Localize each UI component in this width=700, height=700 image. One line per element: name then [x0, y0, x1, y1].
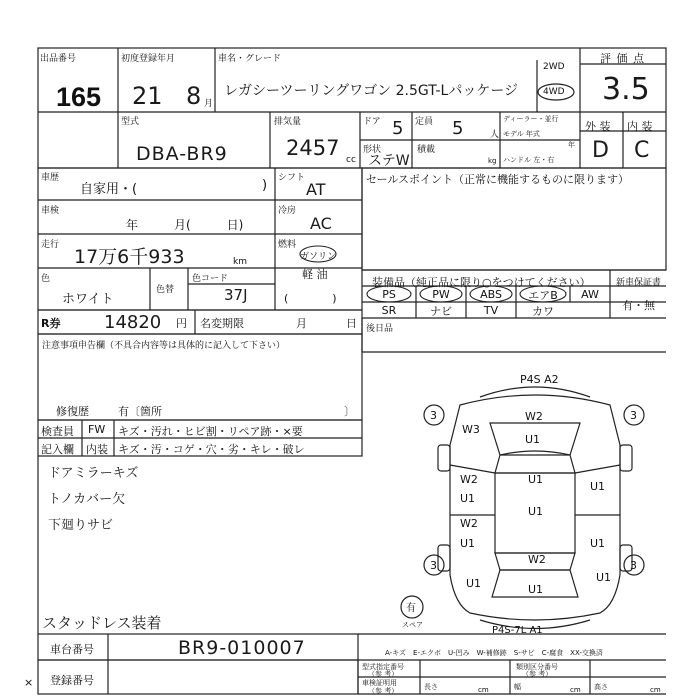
reg-label: 登録番号 [50, 674, 94, 687]
recycle-limit-label: 名変期限 [200, 317, 244, 330]
drive-4wd: 4WD [543, 87, 565, 97]
inspector-note-3: 下廻りサビ [48, 518, 114, 533]
load-label: 積載 [417, 145, 436, 155]
equip-label: 装備品（純正品に限り○をつけてください） [372, 276, 591, 289]
height-label: 高さ [594, 683, 608, 691]
recycle-label: R券 [41, 317, 61, 330]
mark-tire-rr: 3 [630, 559, 637, 572]
ac-label: 冷房 [278, 206, 297, 216]
score: 3.5 [602, 72, 650, 107]
km-unit: km [233, 257, 247, 267]
exterior-grade: D [592, 138, 609, 163]
equip-sr: SR [381, 304, 397, 317]
inspector-label: 検査員 [41, 425, 74, 438]
mark-u1-tailgate: U1 [528, 583, 544, 596]
ac-value: AC [310, 214, 332, 233]
repair-value: 有〔箇所 [118, 405, 162, 418]
width-unit: cm [570, 686, 581, 694]
lot-no: 165 [56, 82, 102, 112]
equip-airbag: エアB [528, 288, 558, 302]
model-year-label: モデル 年式 [503, 130, 540, 138]
windshield [495, 451, 575, 473]
equip-ps: PS [382, 288, 396, 301]
cert-label: 車検証明用 [362, 679, 397, 687]
mark-u1-left-rear: U1 [460, 537, 476, 550]
last-label: 後日品 [366, 324, 394, 334]
handle-label: ハンドル 左・右 [503, 156, 555, 164]
mark-w2-left-rear: W2 [460, 517, 478, 530]
recycle-month: 月 [296, 317, 307, 330]
length-unit: cm [478, 686, 489, 694]
capacity-value: 5 [452, 118, 464, 139]
fw-defects: キズ・汚れ・ヒビ割・リペア跡・×要 [118, 425, 303, 438]
sales-point-label: セールスポイント（正常に機能するものに限ります） [366, 173, 630, 186]
color-label: 色 [41, 274, 51, 284]
year-unit: 年 [568, 141, 575, 149]
history-value: 自家用・( [80, 182, 138, 197]
mark-w3: W3 [462, 423, 480, 436]
score-label: 評 価 点 [600, 52, 645, 65]
color-value: ホワイト [62, 292, 114, 307]
fuel-label: 燃料 [278, 240, 297, 250]
yen-unit: 円 [176, 317, 187, 330]
doors-value: 5 [392, 118, 404, 139]
first-reg-year: 21 [132, 82, 163, 110]
history-close: ) [262, 178, 268, 193]
equip-tv: TV [483, 304, 499, 317]
mark-tire-fr: 3 [630, 409, 637, 422]
equip-abs: ABS [480, 288, 502, 301]
chassis-value: BR9-010007 [178, 637, 306, 659]
fuel-diesel: 軽 油 [302, 268, 328, 281]
notes-label: 注意事項申告欄（不具合内容等は具体的に記入して下さい） [42, 341, 286, 351]
int-label: 内装 [86, 443, 108, 456]
person-unit: 人 [490, 130, 500, 140]
shift-label: シフト [278, 173, 306, 183]
front-note: P4S A2 [520, 373, 559, 386]
int-defects: キズ・汚・コゲ・穴・劣・キレ・破レ [118, 443, 305, 456]
mark-w2-hood: W2 [525, 410, 543, 423]
cc-unit: cc [346, 155, 356, 165]
warranty-label: 新車保証書 [616, 278, 662, 288]
equip-pw: PW [432, 288, 450, 301]
height-unit: cm [650, 686, 661, 694]
mark-u1-right-rear: U1 [590, 537, 606, 550]
mileage-label: 走行 [41, 240, 60, 250]
displacement-label: 排気量 [274, 117, 302, 127]
warranty-value: 有・無 [622, 299, 655, 312]
inspector-note-1: ドアミラーキズ [48, 466, 139, 481]
equip-navi: ナビ [430, 304, 452, 318]
wheel-front-left [438, 445, 450, 471]
shift-value: AT [306, 180, 326, 199]
shape-label: 形状 [363, 145, 382, 155]
equip-aw: AW [581, 288, 599, 301]
recycle-day: 日 [346, 317, 357, 330]
fuel-gasoline: ガソリン [300, 252, 337, 262]
color-change-label: 色替 [156, 285, 175, 295]
model-spec-ref: （参 考） [368, 670, 399, 678]
equip-leather: カワ [532, 304, 554, 318]
history-label: 車歴 [41, 173, 60, 183]
category-label: 類別区分番号 [516, 663, 558, 671]
spare-note: 有 [406, 603, 416, 614]
exterior-label: 外 装 [585, 120, 611, 133]
fuel-paren: ( ) [284, 292, 337, 305]
car-name: レガシーツーリングワゴン 2.5GT-Lパッケージ [224, 83, 519, 99]
mark-u1-rear-right: U1 [596, 571, 612, 584]
color-code-label: 色コード [192, 274, 229, 284]
mileage-value: 17万6千933 [74, 246, 185, 268]
damage-legend: A-キズ E-エクボ U-凹み W-補修跡 S-サビ C-腐食 XX-交換済 [385, 649, 603, 657]
mark-tire-rl: 3 [430, 559, 437, 572]
car-name-label: 車名・グレード [218, 54, 282, 64]
first-reg-label: 初度登録年月 [121, 54, 176, 64]
mark-w2-rear: W2 [528, 553, 546, 566]
color-code-value: 37J [224, 286, 248, 304]
width-label: 幅 [514, 683, 521, 691]
dealer-label: ディーラー・並行 [503, 115, 559, 123]
drive-4wd-circle [536, 82, 576, 102]
doors-label: ドア [363, 117, 381, 127]
model-label: 型式 [121, 117, 140, 127]
equip-circles [362, 284, 572, 304]
writer-label: 記入欄 [41, 443, 74, 456]
first-reg-month: 8 [186, 82, 202, 110]
inspector-note-2: トノカバー欠 [48, 492, 126, 507]
fw-label: FW [88, 423, 106, 436]
inspection-label: 車検 [41, 206, 60, 216]
cert-ref: （参 考） [368, 687, 399, 695]
mark-u1-rear-left: U1 [466, 577, 482, 590]
interior-grade: C [634, 138, 650, 163]
inspection-ymd: 年 月( 日) [126, 218, 244, 232]
car-damage-diagram [400, 365, 670, 635]
drive-2wd: 2WD [543, 62, 565, 72]
interior-label: 内 装 [627, 120, 653, 133]
mark-tire-fl: 3 [430, 409, 437, 422]
rear-note: P4S-7L A1 [492, 625, 543, 635]
month-unit: 月 [204, 99, 214, 109]
capacity-label: 定員 [415, 117, 434, 127]
mark-u1-hood: U1 [525, 433, 541, 446]
mark-u1-left-front: U1 [460, 492, 476, 505]
recycle-value: 14820 [104, 312, 162, 333]
length-label: 長さ [424, 683, 438, 691]
repair-close: 〕 [344, 405, 355, 418]
displacement-value: 2457 [286, 136, 340, 160]
right-a-line [575, 465, 620, 473]
model-spec-label: 型式指定番号 [362, 663, 404, 671]
model-value: DBA-BR9 [136, 143, 228, 165]
kg-unit: kg [488, 157, 497, 165]
mark-u1-roof: U1 [528, 505, 544, 518]
fuel-gasoline-circle [298, 244, 342, 264]
chassis-label: 車台番号 [50, 643, 94, 656]
cross-mark: × [24, 676, 34, 689]
shape-value: ステW [368, 153, 410, 169]
mark-u1-windshield: U1 [528, 473, 544, 486]
left-a-line [450, 465, 495, 473]
category-ref: （参 考） [522, 670, 553, 678]
lot-no-label: 出品番号 [40, 54, 77, 64]
mark-w2-left-front: W2 [460, 473, 478, 486]
wheel-front-right [620, 445, 632, 471]
studless-note: スタッドレス装着 [42, 614, 162, 632]
spare-sub: スペア [402, 621, 423, 629]
repair-label: 修復歴 [56, 405, 89, 418]
mark-u1-right-front: U1 [590, 480, 606, 493]
